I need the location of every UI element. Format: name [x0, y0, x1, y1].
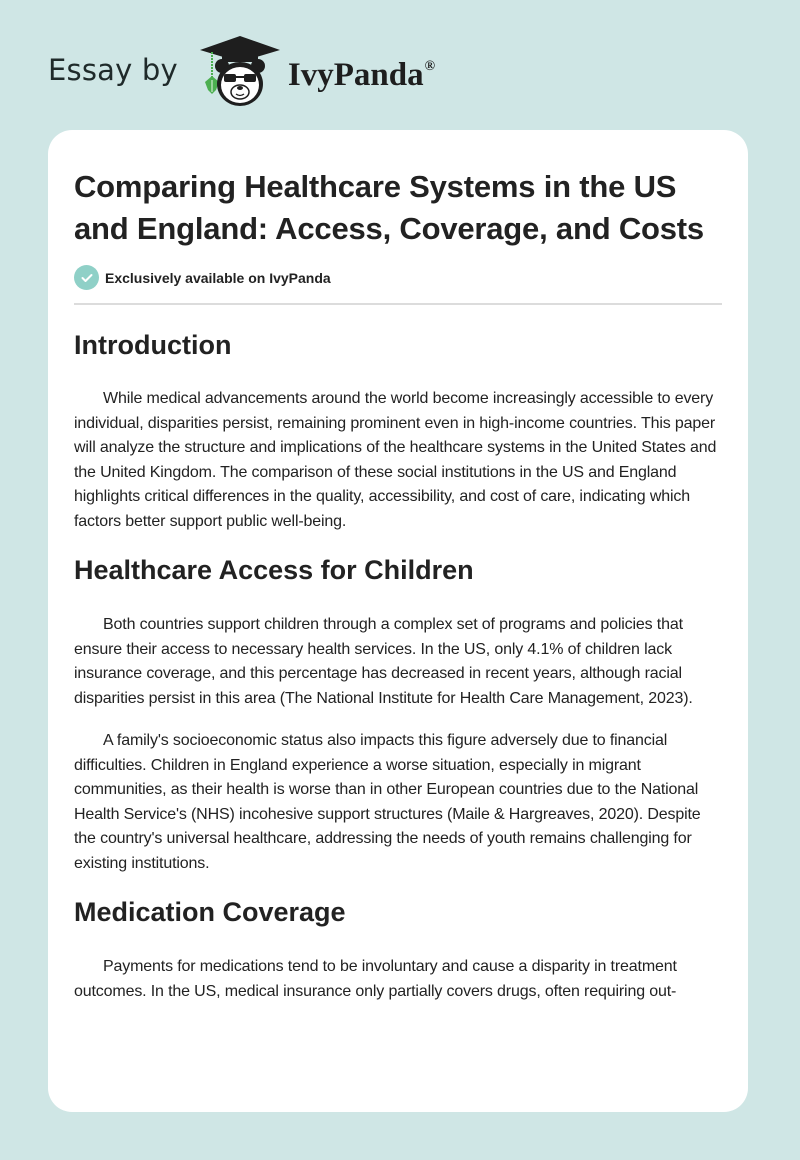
site-header-brand[interactable]	[48, 36, 435, 108]
brand-name: IvyPanda®	[287, 56, 436, 93]
title-divider	[74, 303, 722, 305]
exclusive-badge-label: Exclusively available on IvyPanda	[105, 269, 331, 286]
section-heading: Medication Coverage	[74, 897, 346, 927]
paragraph: While medical advancements around the world become increasingly accessible to every individual, disparities persist, remaining prominent even in high-income countries. This paper will analyze the structure and implications of the healthcare systems in the United States and the United Kingdom. The comparison of these social institutions in the US and England highlights critical differences in the quality, accessibility, and cost of care, indicating which factors better support public well-being.	[74, 390, 717, 530]
essay-title: Comparing Healthcare Systems in the US and England: Access, Coverage, and Costs	[74, 169, 704, 246]
section-medication-coverage	[74, 894, 722, 1004]
section-introduction	[74, 327, 722, 534]
section-healthcare-access-for-children	[74, 552, 722, 876]
section-heading: Introduction	[74, 330, 232, 360]
panda-graduate-logo-icon	[196, 34, 284, 110]
exclusive-badge	[74, 265, 722, 290]
registered-mark: ®	[424, 58, 436, 74]
essay-card	[48, 130, 748, 1112]
paragraph: Payments for medications tend to be involuntary and cause a disparity in treatment outcomes. In the US, medical insurance only partially covers drugs, often requiring out-	[74, 958, 677, 1000]
paragraph: Both countries support children through a complex set of programs and policies that ensure their access to necessary health services. In the US, only 4.1% of children lack insurance coverage, and this percentage has decreased in recent years, although racial disparities persist in this area (The National Institute for Health Care Management, 2023).	[74, 616, 693, 707]
essay-by-label: Essay by	[48, 53, 178, 87]
check-circle-icon	[74, 265, 99, 290]
section-heading: Healthcare Access for Children	[74, 555, 474, 585]
paragraph: A family's socioeconomic status also impacts this figure adversely due to financial difficulties. Children in England experience a worse situation, especially in migrant communities, as their health is worse than in other European countries due to the National Health Service's (NHS) incohesive support structures (Maile & Hargreaves, 2020). Despite the country's universal healthcare, addressing the needs of youth remains challenging for existing institutions.	[74, 732, 701, 872]
